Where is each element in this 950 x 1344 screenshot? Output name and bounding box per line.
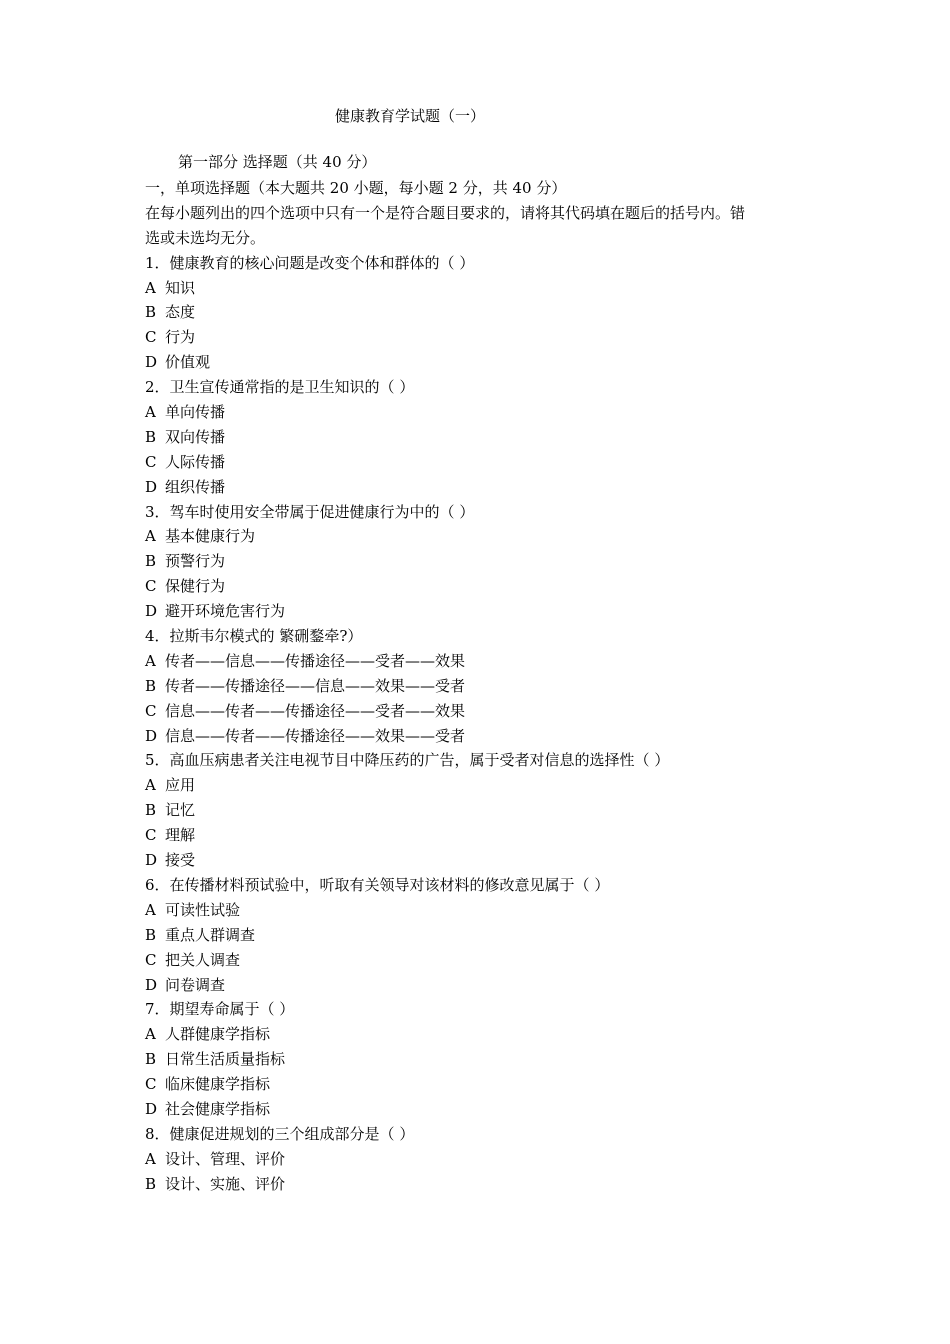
option-item [145, 1022, 815, 1047]
option-letter: D [145, 353, 158, 372]
option-letter: B [145, 1050, 157, 1069]
question-stem: 3．驾车时使用安全带属于促进健康行为中的（ ） [145, 502, 475, 521]
option-item [145, 773, 815, 798]
option-letter: D [145, 975, 158, 994]
option-item [145, 599, 815, 624]
option-letter: A [145, 900, 156, 919]
question-stem: 7．期望寿命属于（ ） [145, 1000, 295, 1019]
option-item [145, 524, 815, 549]
instruction-line: 在每小题列出的四个选项中只有一个是符合题目要求的，请将其代码填在题后的括号内。错 [145, 203, 746, 222]
option-text: 理解 [165, 826, 196, 845]
option-item [145, 923, 815, 948]
option-letter: B [145, 427, 157, 446]
option-item [145, 450, 815, 475]
option-item [145, 649, 815, 674]
option-text: 信息——传者——传播途径——效果——受者 [165, 726, 466, 745]
option-letter: A [145, 403, 156, 422]
option-letter: A [145, 278, 156, 297]
option-item [145, 1147, 815, 1172]
option-text: 保健行为 [165, 577, 226, 596]
option-letter: B [145, 676, 157, 695]
option-item [145, 724, 815, 749]
option-text: 基本健康行为 [165, 527, 256, 546]
option-letter: A [145, 1149, 156, 1168]
option-text: 人群健康学指标 [165, 1025, 271, 1044]
option-text: 行为 [165, 328, 196, 347]
option-text: 把关人调查 [165, 950, 241, 969]
option-letter: B [145, 552, 157, 571]
option-text: 设计、实施、评价 [165, 1174, 286, 1193]
option-text: 设计、管理、评价 [165, 1149, 286, 1168]
option-text: 社会健康学指标 [165, 1099, 271, 1118]
option-item [145, 475, 815, 500]
option-text: 传者——信息——传播途径——受者——效果 [165, 651, 466, 670]
option-text: 问卷调查 [165, 975, 226, 994]
question-stem: 2．卫生宣传通常指的是卫生知识的（ ） [145, 378, 415, 397]
option-text: 信息——传者——传播途径——受者——效果 [165, 701, 466, 720]
option-item [145, 276, 815, 301]
option-letter: A [145, 1025, 156, 1044]
option-item [145, 948, 815, 973]
option-item [145, 350, 815, 375]
option-item [145, 973, 815, 998]
option-item [145, 325, 815, 350]
option-letter: C [145, 1075, 157, 1094]
option-item [145, 1047, 815, 1072]
option-text: 预警行为 [165, 552, 226, 571]
option-text: 知识 [165, 278, 196, 297]
option-item [145, 1172, 815, 1197]
option-item [145, 574, 815, 599]
option-letter: D [145, 477, 158, 496]
part-heading: 一，单项选择题（本大题共 20 小题，每小题 2 分，共 40 分） [145, 179, 567, 197]
question-stem: 6．在传播材料预试验中，听取有关领导对该材料的修改意见属于（ ） [145, 875, 610, 894]
option-item [145, 549, 815, 574]
option-item [145, 425, 815, 450]
option-text: 传者——传播途径——信息——效果——受者 [165, 676, 466, 695]
option-item [145, 1097, 815, 1122]
option-text: 记忆 [165, 801, 196, 820]
option-text: 双向传播 [165, 427, 226, 446]
section-heading: 第一部分 选择题（共 40 分） [178, 153, 377, 171]
option-letter: C [145, 328, 157, 347]
option-letter: B [145, 801, 157, 820]
option-item [145, 798, 815, 823]
option-letter: B [145, 1174, 157, 1193]
option-item [145, 823, 815, 848]
document-title: 健康教育学试题（一） [334, 107, 485, 125]
option-letter: C [145, 577, 157, 596]
option-item [145, 300, 815, 325]
option-letter: A [145, 776, 156, 795]
option-letter: D [145, 1099, 158, 1118]
option-letter: A [145, 651, 156, 670]
option-letter: C [145, 452, 157, 471]
option-item [145, 848, 815, 873]
option-text: 应用 [165, 776, 196, 795]
option-letter: B [145, 303, 157, 322]
option-letter: D [145, 851, 158, 870]
option-item [145, 674, 815, 699]
option-text: 日常生活质量指标 [165, 1050, 286, 1069]
option-item [145, 898, 815, 923]
question-stem: 4．拉斯韦尔模式的 繁硎鍪牵?） [145, 627, 363, 646]
option-text: 单向传播 [165, 403, 226, 422]
option-letter: D [145, 602, 158, 621]
option-item [145, 699, 815, 724]
option-text: 人际传播 [165, 452, 226, 471]
option-letter: C [145, 950, 157, 969]
option-text: 避开环境危害行为 [165, 602, 286, 621]
option-letter: C [145, 701, 157, 720]
option-letter: D [145, 726, 158, 745]
option-text: 重点人群调查 [165, 925, 256, 944]
question-stem: 5．高血压病患者关注电视节目中降压药的广告，属于受者对信息的选择性（ ） [145, 751, 670, 770]
question-stem: 8．健康促进规划的三个组成部分是（ ） [145, 1124, 415, 1143]
instruction-line: 选或未选均无分。 [145, 228, 266, 247]
option-text: 价值观 [165, 353, 211, 372]
question-stem: 1．健康教育的核心问题是改变个体和群体的（ ） [145, 253, 475, 272]
option-text: 接受 [165, 851, 196, 870]
option-item [145, 400, 815, 425]
option-item [145, 1072, 815, 1097]
document-body [145, 176, 815, 1197]
option-text: 态度 [165, 303, 196, 322]
option-text: 组织传播 [165, 477, 226, 496]
option-text: 可读性试验 [165, 900, 241, 919]
option-letter: C [145, 826, 157, 845]
option-text: 临床健康学指标 [165, 1075, 271, 1094]
option-letter: A [145, 527, 156, 546]
option-letter: B [145, 925, 157, 944]
